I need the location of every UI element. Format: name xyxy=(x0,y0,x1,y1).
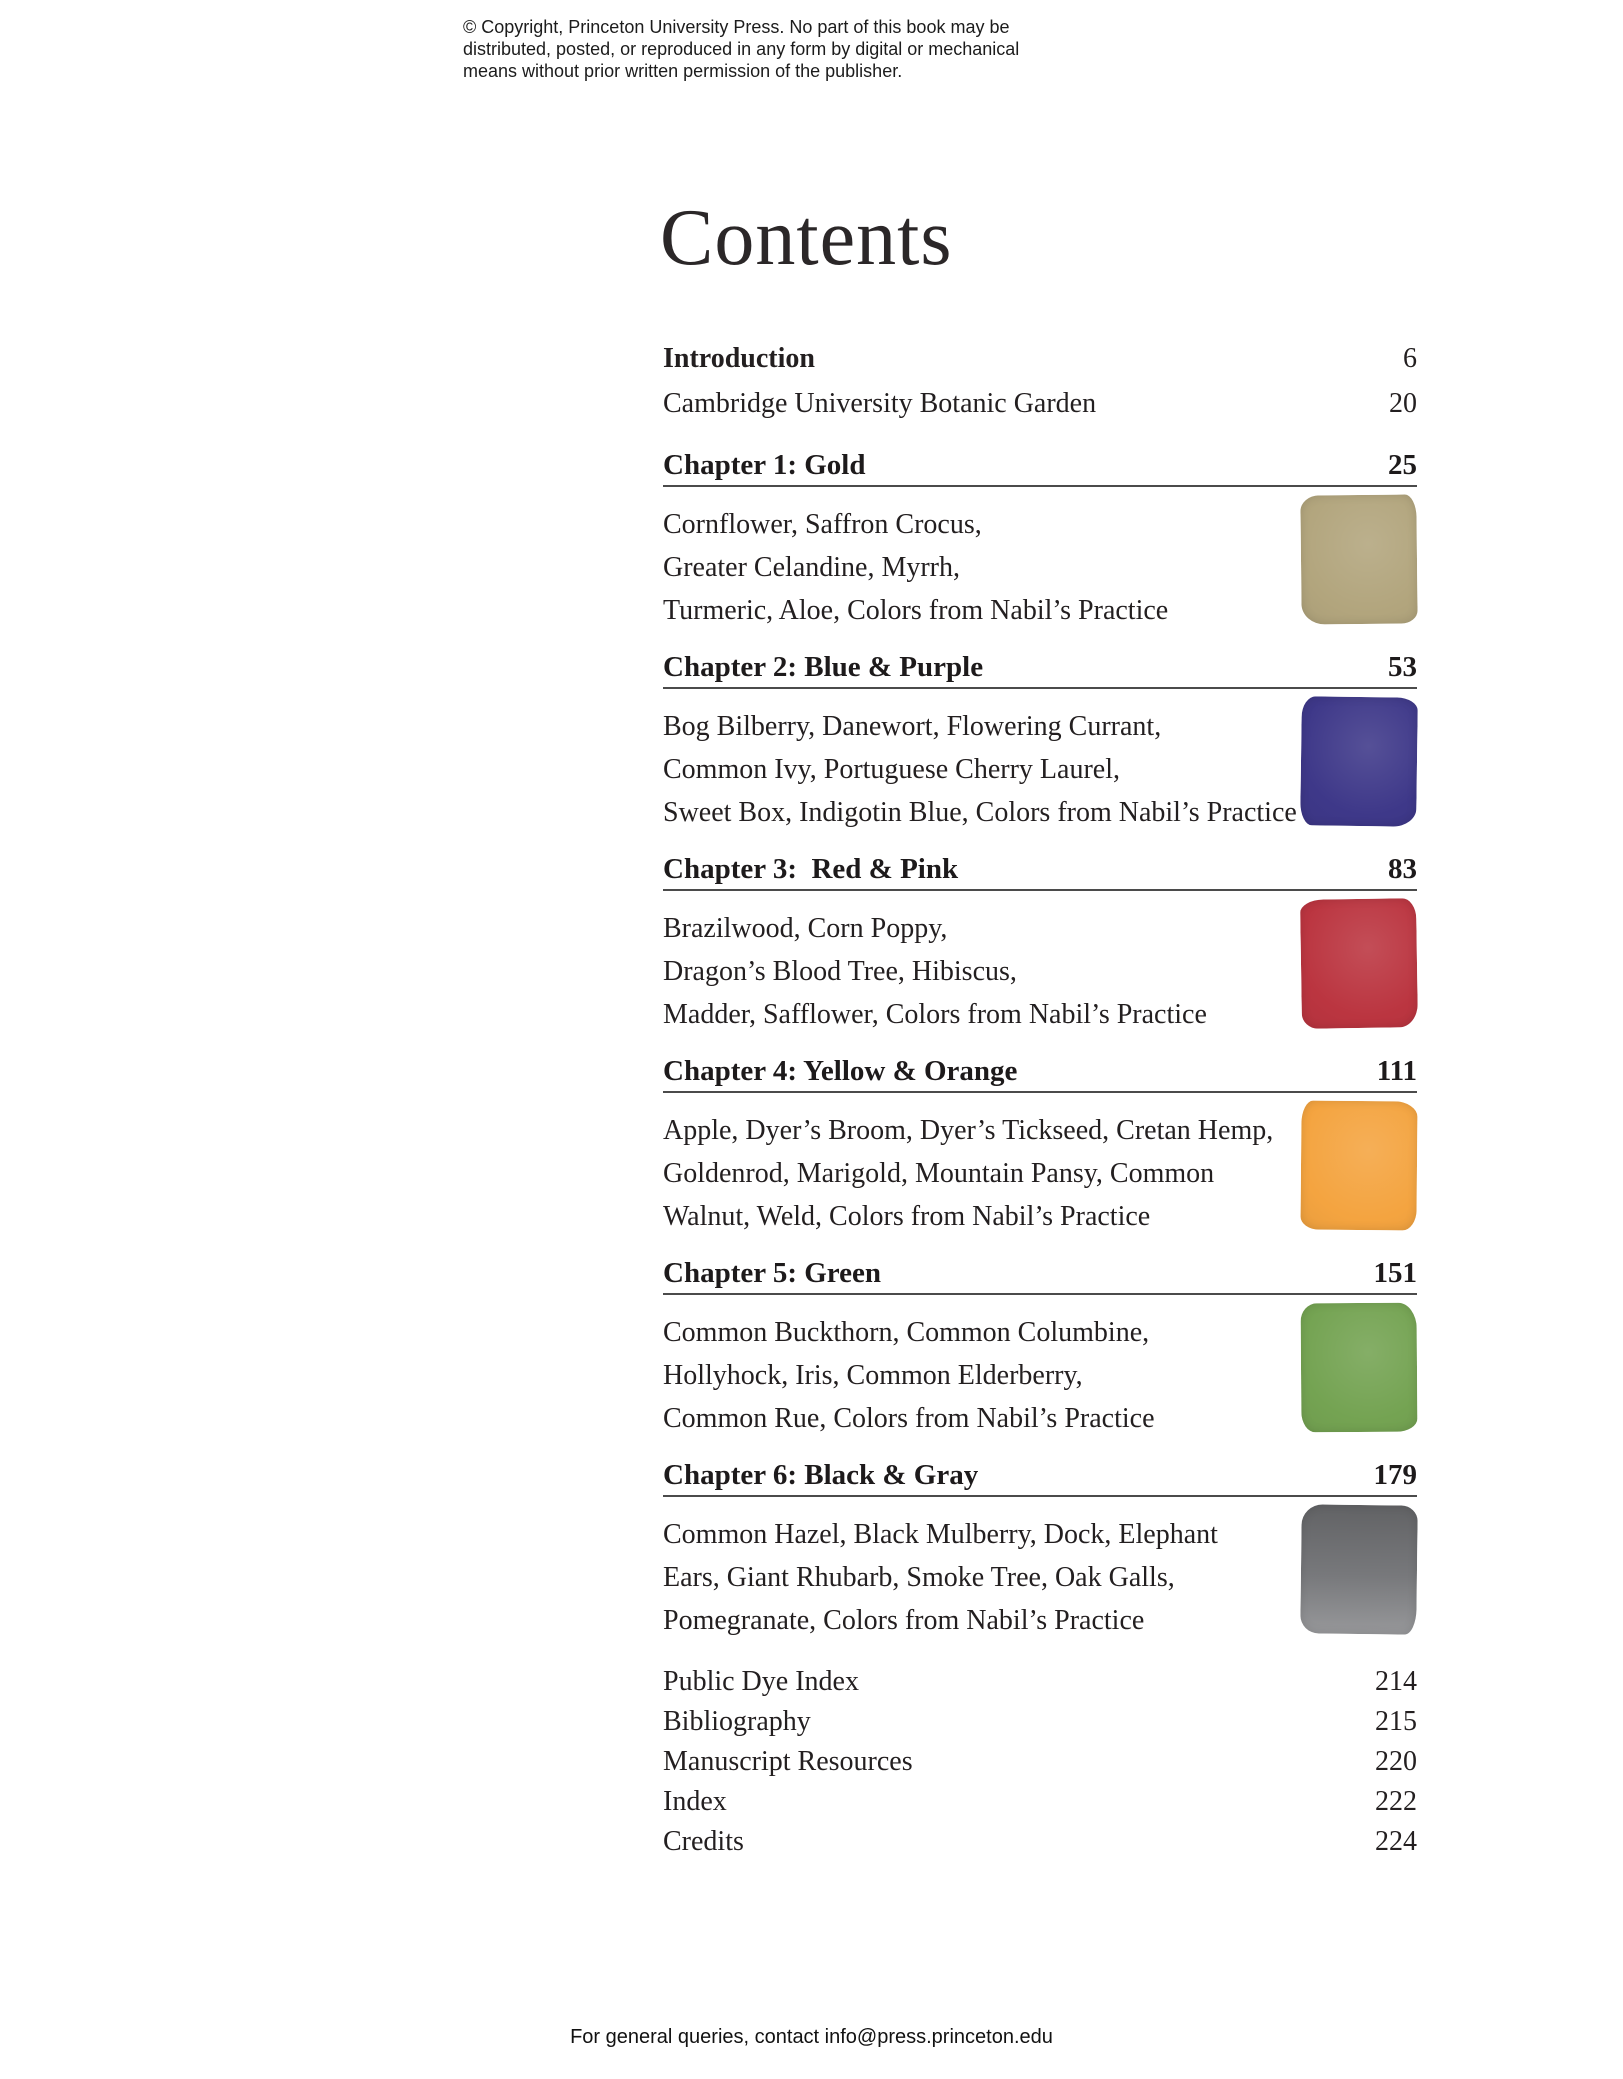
description-line: Sweet Box, Indigotin Blue, Colors from Nabil’s Practice xyxy=(663,797,1297,828)
chapter-page-number: 53 xyxy=(1388,651,1417,683)
chapter-heading xyxy=(663,450,1417,487)
chapter-body xyxy=(663,1497,1417,1642)
chapter-page-number: 111 xyxy=(1376,1055,1417,1087)
toc-entry-label: Manuscript Resources xyxy=(663,1746,913,1777)
chapter-description xyxy=(663,1513,1218,1642)
chapter-title: Chapter 2: Blue & Purple xyxy=(663,651,984,683)
red-pink-swatch xyxy=(1300,898,1418,1029)
toc-entry-page-number: 220 xyxy=(1375,1746,1417,1777)
description-line: Common Buckthorn, Common Columbine, xyxy=(663,1317,1150,1348)
chapter-body xyxy=(663,1295,1417,1440)
description-line: Pomegranate, Colors from Nabil’s Practice xyxy=(663,1605,1145,1636)
table-of-contents xyxy=(663,336,1417,1862)
chapter-body xyxy=(663,689,1417,834)
toc-entry-label: Public Dye Index xyxy=(663,1666,859,1697)
chapter-title: Chapter 3: Red & Pink xyxy=(663,853,959,885)
chapter-heading xyxy=(663,652,1417,689)
chapter-heading xyxy=(663,1258,1417,1295)
chapter-title: Chapter 5: Green xyxy=(663,1257,882,1289)
toc-entry-label: Bibliography xyxy=(663,1706,811,1737)
toc-entry-page-number: 214 xyxy=(1375,1666,1417,1697)
chapter-section-2 xyxy=(663,652,1417,834)
description-line: Common Hazel, Black Mulberry, Dock, Elephant xyxy=(663,1519,1218,1550)
green-swatch xyxy=(1301,1303,1418,1433)
chapter-title: Chapter 4: Yellow & Orange xyxy=(663,1055,1018,1087)
toc-entry-public-dye-index xyxy=(663,1662,1417,1702)
description-line: Ears, Giant Rhubarb, Smoke Tree, Oak Galls, xyxy=(663,1562,1175,1593)
yellow-orange-swatch xyxy=(1300,1100,1417,1230)
chapter-heading xyxy=(663,1056,1417,1093)
description-line: Common Ivy, Portuguese Cherry Laurel, xyxy=(663,754,1120,785)
back-matter-list xyxy=(663,1662,1417,1862)
toc-entry-botanic-garden xyxy=(663,381,1417,426)
toc-entry-introduction xyxy=(663,336,1417,381)
toc-entry-page-number: 222 xyxy=(1375,1786,1417,1817)
chapter-section-1 xyxy=(663,450,1417,632)
copyright-line: © Copyright, Princeton University Press. No part of this book may be xyxy=(463,17,1010,37)
description-line: Bog Bilberry, Danewort, Flowering Currant, xyxy=(663,711,1162,742)
description-line: Apple, Dyer’s Broom, Dyer’s Tickseed, Cretan Hemp, xyxy=(663,1115,1274,1146)
description-line: Brazilwood, Corn Poppy, xyxy=(663,913,948,944)
chapter-section-6 xyxy=(663,1460,1417,1642)
toc-entry-index xyxy=(663,1782,1417,1822)
description-line: Walnut, Weld, Colors from Nabil’s Practice xyxy=(663,1201,1151,1232)
description-line: Turmeric, Aloe, Colors from Nabil’s Practice xyxy=(663,595,1169,626)
description-line: Goldenrod, Marigold, Mountain Pansy, Common xyxy=(663,1158,1215,1189)
chapter-section-5 xyxy=(663,1258,1417,1440)
chapter-page-number: 83 xyxy=(1388,853,1417,885)
black-gray-swatch xyxy=(1300,1504,1418,1634)
chapter-section-3 xyxy=(663,854,1417,1036)
chapter-title: Chapter 1: Gold xyxy=(663,449,866,481)
toc-entry-page-number: 20 xyxy=(1389,388,1417,419)
copyright-notice xyxy=(463,16,1019,82)
description-line: Greater Celandine, Myrrh, xyxy=(663,552,960,583)
chapter-description xyxy=(663,907,1207,1036)
toc-entry-label: Introduction xyxy=(663,343,815,374)
chapter-page-number: 179 xyxy=(1373,1459,1417,1491)
chapter-heading xyxy=(663,854,1417,891)
chapter-description xyxy=(663,503,1168,632)
toc-entry-page-number: 215 xyxy=(1375,1706,1417,1737)
toc-entry-manuscript-resources xyxy=(663,1742,1417,1782)
description-line: Dragon’s Blood Tree, Hibiscus, xyxy=(663,956,1017,987)
toc-entry-label: Credits xyxy=(663,1826,744,1857)
chapter-body xyxy=(663,1093,1417,1238)
copyright-line: means without prior written permission of the publisher. xyxy=(463,61,903,81)
toc-entry-page-number: 6 xyxy=(1403,343,1417,374)
copyright-line: distributed, posted, or reproduced in any form by digital or mechanical xyxy=(463,39,1020,59)
toc-entry-label: Cambridge University Botanic Garden xyxy=(663,388,1097,419)
toc-entry-bibliography xyxy=(663,1702,1417,1742)
chapter-title: Chapter 6: Black & Gray xyxy=(663,1459,979,1491)
blue-purple-swatch xyxy=(1300,696,1418,827)
description-line: Common Rue, Colors from Nabil’s Practice xyxy=(663,1403,1155,1434)
chapter-page-number: 25 xyxy=(1388,449,1417,481)
chapter-section-4 xyxy=(663,1056,1417,1238)
chapter-heading xyxy=(663,1460,1417,1497)
footer-contact: For general queries, contact info@press.princeton.edu xyxy=(570,2026,1053,2048)
chapter-page-number: 151 xyxy=(1373,1257,1417,1289)
chapter-description xyxy=(663,705,1297,834)
page-title: Contents xyxy=(660,194,953,282)
chapter-description xyxy=(663,1311,1155,1440)
toc-entry-page-number: 224 xyxy=(1375,1826,1417,1857)
toc-entry-credits xyxy=(663,1822,1417,1862)
description-line: Madder, Safflower, Colors from Nabil’s Practice xyxy=(663,999,1207,1030)
chapter-body xyxy=(663,487,1417,632)
gold-swatch xyxy=(1300,494,1417,624)
description-line: Hollyhock, Iris, Common Elderberry, xyxy=(663,1360,1083,1391)
chapter-description xyxy=(663,1109,1273,1238)
description-line: Cornflower, Saffron Crocus, xyxy=(663,509,982,540)
chapter-body xyxy=(663,891,1417,1036)
toc-entry-label: Index xyxy=(663,1786,727,1817)
